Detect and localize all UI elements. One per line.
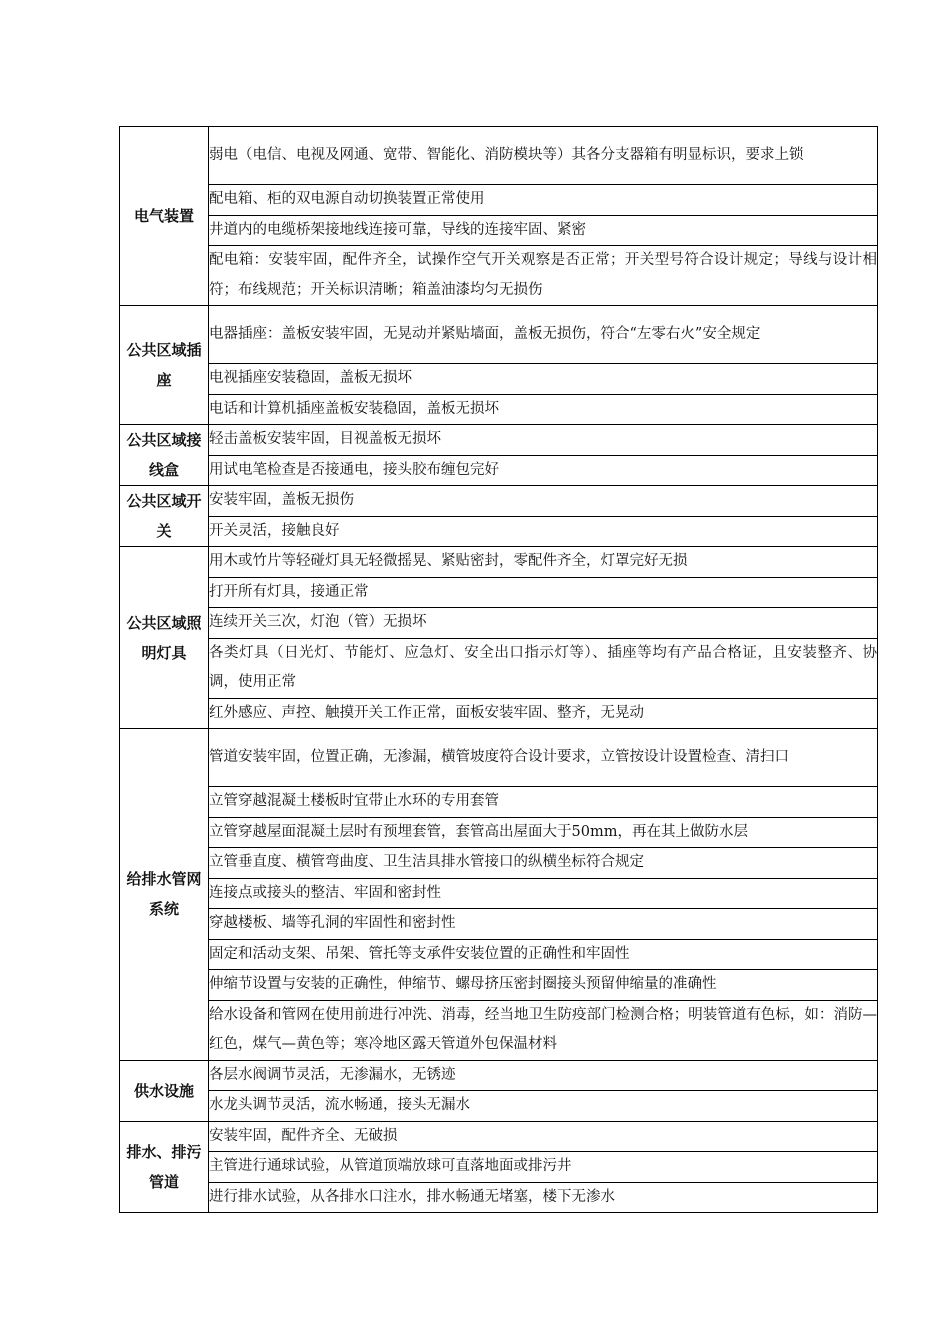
item-cell: 轻击盖板安装牢固，目视盖板无损坏 — [209, 425, 878, 456]
table-row — [120, 394, 878, 425]
item-cell: 立管垂直度、横管弯曲度、卫生洁具排水管接口的纵横坐标符合规定 — [209, 848, 878, 879]
table-row — [120, 364, 878, 395]
item-cell: 穿越楼板、墙等孔洞的牢固性和密封性 — [209, 909, 878, 940]
table-row — [120, 547, 878, 578]
item-cell: 各类灯具（日光灯、节能灯、应急灯、安全出口指示灯等）、插座等均有产品合格证，且安装整齐、协调，使用正常 — [209, 638, 878, 698]
table-row — [120, 1182, 878, 1213]
category-cell: 电气装置 — [120, 127, 209, 306]
item-cell: 进行排水试验，从各排水口注水，排水畅通无堵塞，楼下无渗水 — [209, 1182, 878, 1213]
table-row — [120, 455, 878, 486]
table-row — [120, 878, 878, 909]
table-row — [120, 516, 878, 547]
item-cell: 用试电笔检查是否接通电，接头胶布缠包完好 — [209, 455, 878, 486]
table-row — [120, 306, 878, 364]
table-row — [120, 1152, 878, 1183]
table-row — [120, 729, 878, 787]
item-cell: 伸缩节设置与安装的正确性，伸缩节、螺母挤压密封圈接头预留伸缩量的准确性 — [209, 970, 878, 1001]
table-row — [120, 787, 878, 818]
table-row — [120, 246, 878, 306]
table-row — [120, 185, 878, 216]
item-cell: 配电箱：安装牢固，配件齐全，试操作空气开关观察是否正常；开关型号符合设计规定；导线与设计相符；布线规范；开关标识清晰；箱盖油漆均匀无损伤 — [209, 246, 878, 306]
item-cell: 红外感应、声控、触摸开关工作正常，面板安装牢固、整齐，无晃动 — [209, 698, 878, 729]
table-row — [120, 425, 878, 456]
table-row — [120, 970, 878, 1001]
item-cell: 开关灵活，接触良好 — [209, 516, 878, 547]
item-cell: 电器插座：盖板安装牢固，无晃动并紧贴墙面，盖板无损伤，符合“左零右火”安全规定 — [209, 306, 878, 364]
table-row — [120, 817, 878, 848]
item-cell: 连续开关三次，灯泡（管）无损坏 — [209, 608, 878, 639]
item-cell: 配电箱、柜的双电源自动切换装置正常使用 — [209, 185, 878, 216]
item-cell: 弱电（电信、电视及网通、宽带、智能化、消防模块等）其各分支器箱有明显标识，要求上锁 — [209, 127, 878, 185]
table-row — [120, 1000, 878, 1060]
item-cell: 安装牢固，配件齐全、无破损 — [209, 1121, 878, 1152]
item-cell: 井道内的电缆桥架接地线连接可靠，导线的连接牢固、紧密 — [209, 215, 878, 246]
table-row — [120, 577, 878, 608]
category-cell: 公共区域接线盒 — [120, 425, 209, 486]
table-row — [120, 1121, 878, 1152]
inspection-table — [119, 126, 878, 1213]
inspection-table-body — [120, 127, 878, 1213]
item-cell: 连接点或接头的整洁、牢固和密封性 — [209, 878, 878, 909]
category-cell: 公共区域插座 — [120, 306, 209, 425]
category-cell: 排水、排污管道 — [120, 1121, 209, 1213]
table-row — [120, 1091, 878, 1122]
table-row — [120, 608, 878, 639]
table-row — [120, 909, 878, 940]
item-cell: 各层水阀调节灵活，无渗漏水，无锈迹 — [209, 1060, 878, 1091]
table-row — [120, 698, 878, 729]
item-cell: 固定和活动支架、吊架、管托等支承件安装位置的正确性和牢固性 — [209, 939, 878, 970]
item-cell: 安装牢固，盖板无损伤 — [209, 486, 878, 517]
item-cell: 给水设备和管网在使用前进行冲洗、消毒，经当地卫生防疫部门检测合格；明装管道有色标，如：消防—红色，煤气—黄色等；寒冷地区露天管道外包保温材料 — [209, 1000, 878, 1060]
item-cell: 水龙头调节灵活，流水畅通，接头无漏水 — [209, 1091, 878, 1122]
table-row — [120, 1060, 878, 1091]
category-cell: 公共区域开关 — [120, 486, 209, 547]
table-row — [120, 127, 878, 185]
item-cell: 立管穿越混凝土楼板时宜带止水环的专用套管 — [209, 787, 878, 818]
table-row — [120, 638, 878, 698]
category-cell: 供水设施 — [120, 1060, 209, 1121]
item-cell: 管道安装牢固，位置正确，无渗漏，横管坡度符合设计要求，立管按设计设置检查、清扫口 — [209, 729, 878, 787]
item-cell: 电话和计算机插座盖板安装稳固，盖板无损坏 — [209, 394, 878, 425]
table-row — [120, 215, 878, 246]
item-cell: 用木或竹片等轻碰灯具无轻微摇晃、紧贴密封，零配件齐全，灯罩完好无损 — [209, 547, 878, 578]
item-cell: 主管进行通球试验，从管道顶端放球可直落地面或排污井 — [209, 1152, 878, 1183]
category-cell: 给排水管网系统 — [120, 729, 209, 1061]
item-cell: 立管穿越屋面混凝土层时有预埋套管，套管高出屋面大于50mm，再在其上做防水层 — [209, 817, 878, 848]
table-row — [120, 848, 878, 879]
category-cell: 公共区域照明灯具 — [120, 547, 209, 729]
table-row — [120, 486, 878, 517]
item-cell: 电视插座安装稳固，盖板无损坏 — [209, 364, 878, 395]
table-row — [120, 939, 878, 970]
item-cell: 打开所有灯具，接通正常 — [209, 577, 878, 608]
